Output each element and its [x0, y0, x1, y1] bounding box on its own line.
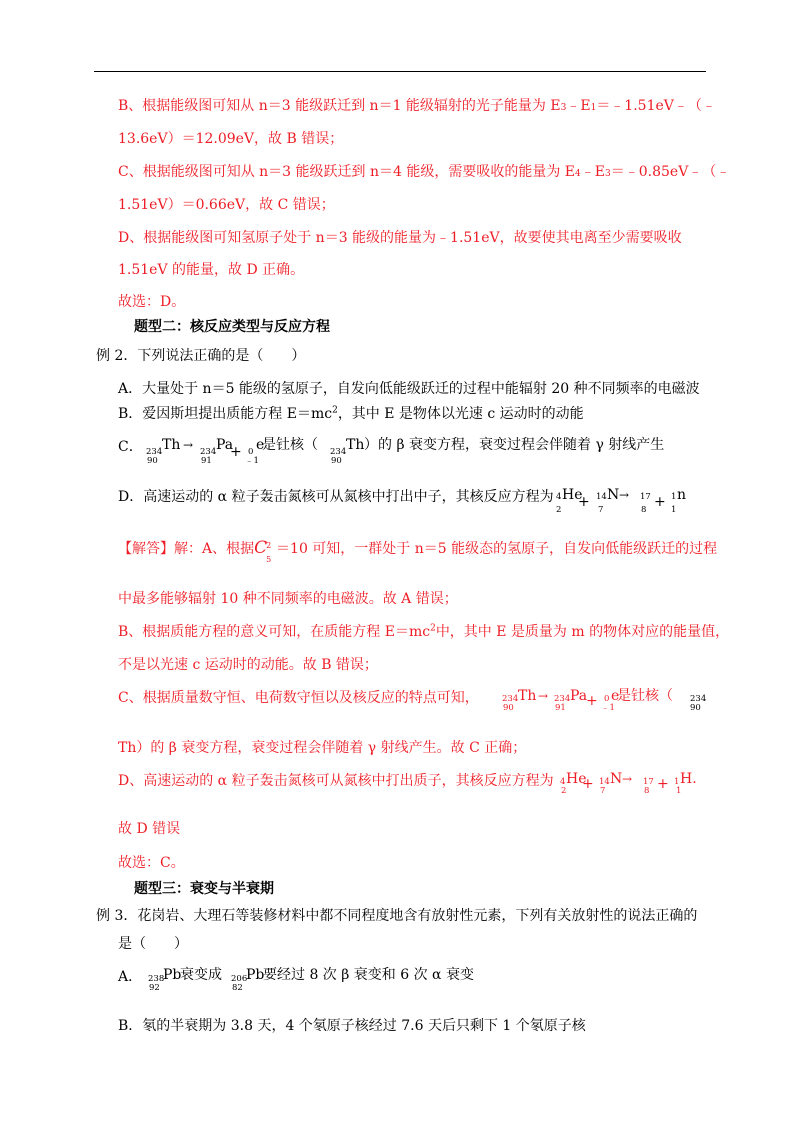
sol2-d-h-mass: 1	[674, 777, 680, 787]
opt-c-e-symbol: e	[256, 437, 265, 453]
sol2-d-o-mass: 17	[643, 777, 654, 787]
sol2-c-e-mass: 0	[604, 694, 610, 704]
sol2-c-th2-z: 90	[690, 703, 701, 713]
sol2-d-he-mass: 4	[560, 777, 566, 787]
example2-question: 例 2．下列说法正确的是（ ）	[96, 348, 306, 364]
solution2-c-line2: Th）的 β 衰变方程，衰变过程会伴随着 γ 射线产生。故 C 正确；	[118, 740, 527, 756]
example2-option-b: B．爱因斯坦提出质能方程 $E=mc^2$，其中 E 是物体以光速 c 运动时的动能	[118, 405, 584, 422]
opt-d-plus2: +	[654, 494, 666, 510]
opt-c-plus: +	[230, 444, 242, 460]
section2-heading: 题型二：核反应类型与反应方程	[134, 319, 330, 335]
sol2-d-plus2: +	[657, 776, 669, 792]
sol2-d-h-z: 1	[676, 786, 682, 796]
sol2-c-arrow: →	[538, 689, 549, 703]
solution2-c-line1: C、根据质量数守恒、电荷数守恒以及核反应的特点可知，	[118, 690, 479, 706]
ex3-mid: 衰变成	[180, 967, 222, 983]
opt-d-n1-symbol: n	[677, 487, 687, 503]
sol2-c-plus: +	[586, 693, 598, 709]
solution1-c-line1: C、根据能级图可知从 n＝3 能级跃迁到 n＝4 能级，需要吸收的能量为 E4﹣E3＝﹣0.85eV﹣（﹣	[118, 164, 731, 180]
sol2-d-plus1: +	[582, 776, 594, 792]
opt-d-n-z: 7	[598, 505, 604, 515]
opt-c-arrow: →	[183, 438, 194, 452]
section3-heading: 题型三：衰变与半衰期	[134, 881, 274, 897]
solution2-a-line1: 【解答】解：A、根据C 2 5 ＝10 可知，一群处于 n＝5 能级态的氢原子，自发向低能级跃迁的过程	[118, 538, 718, 564]
solution2-d-line1: D、高速运动的 α 粒子轰击氮核可从氮核中打出质子，其核反应方程为	[118, 773, 554, 789]
solution2-a-line2: 中最多能够辐射 10 种不同频率的电磁波。故 A 错误；	[118, 591, 458, 607]
ex3-pb-symbol: Pb	[246, 967, 265, 983]
sol2-c-e-symbol: e	[611, 688, 620, 704]
opt-d-n-symbol: N	[607, 487, 620, 503]
ex3-end: 要经过 8 次 β 衰变和 6 次 α 衰变	[263, 967, 474, 983]
example2-option-d: D．高速运动的 α 粒子轰击氮核可从氮核中打出中子，其核反应方程为	[118, 489, 554, 505]
solution2-b-line2: 不是以光速 c 运动时的动能。故 B 错误；	[118, 657, 378, 673]
sol2-c-th-mass: 234	[502, 694, 519, 704]
solution1-c-line2: 1.51eV）＝0.66eV，故 C 错误；	[118, 197, 335, 213]
opt-d-he-z: 2	[556, 505, 562, 515]
sol2-c-e-z: ﹣1	[601, 703, 615, 713]
sol2-c-pa-symbol: Pa	[570, 688, 588, 704]
example2-option-c-label: C．	[118, 439, 143, 455]
solution1-b-line2: 13.6eV）＝12.09eV，故 B 错误；	[118, 131, 344, 147]
sol2-d-he-symbol: He	[566, 771, 587, 787]
solution1-d-line1: D、根据能级图可知氢原子处于 n＝3 能级的能量为﹣1.51eV，故要使其电离至少需要吸收	[118, 230, 682, 246]
sol2-c-th-z: 90	[503, 703, 514, 713]
opt-c-th-symbol: Th	[162, 437, 181, 453]
opt-c-e-mass: 0	[248, 447, 254, 457]
header-rule	[94, 71, 706, 72]
opt-d-o-mass: 17	[640, 492, 651, 502]
sol2-d-arrow: →	[622, 772, 633, 786]
example3-question-line1: 例 3．花岗岩、大理石等装修材料中都不同程度地含有放射性元素，下列有关放射性的说法正确的	[96, 908, 698, 924]
opt-d-o-z: 8	[641, 505, 647, 515]
opt-d-n1-mass: 1	[671, 492, 677, 502]
ex3-u-symbol: Pb	[163, 967, 182, 983]
opt-c-th-z: 90	[147, 456, 158, 466]
sol2-c-pa-mass: 234	[554, 694, 571, 704]
solution2-d-line2: 故 D 错误	[118, 821, 181, 837]
sol2-d-o-z: 8	[644, 786, 650, 796]
solution2-answer: 故选：C。	[118, 855, 185, 871]
opt-c-pa-z: 91	[201, 456, 212, 466]
opt-c-e-z: ﹣1	[245, 456, 259, 466]
ex3-pb-z: 82	[232, 983, 243, 993]
opt-c-pa-mass: 234	[200, 447, 217, 457]
sol2-c-th-symbol: Th	[518, 688, 537, 704]
opt-c-th2-z: 90	[331, 456, 342, 466]
opt-d-plus1: +	[578, 494, 590, 510]
opt-c-text2: ）的 β 衰变方程，衰变过程会伴随着 γ 射线产生	[364, 437, 665, 453]
ex3-u-z: 92	[149, 983, 160, 993]
sol2-c-pa-z: 91	[555, 703, 566, 713]
opt-d-he-symbol: He	[562, 487, 583, 503]
solution1-b-line1: B、根据能级图可知从 n＝3 能级跃迁到 n＝1 能级辐射的光子能量为 E3﹣E1＝﹣1.51eV﹣（﹣	[118, 98, 716, 114]
opt-d-n1-z: 1	[671, 505, 677, 515]
sol2-d-he-z: 2	[561, 786, 567, 796]
sol2-d-n-z: 7	[600, 786, 606, 796]
opt-c-text1: 是钍核（	[262, 437, 318, 453]
sol2-d-n-mass: 14	[599, 777, 610, 787]
sol2-d-h-symbol: H.	[680, 771, 697, 787]
opt-c-th2-symbol: Th	[346, 437, 365, 453]
opt-c-th2-mass: 234	[330, 447, 347, 457]
example3-option-a-label: A．	[118, 969, 143, 985]
example3-option-b: B．氡的半衰期为 3.8 天，4 个氡原子核经过 7.6 天后只剩下 1 个氡原子核	[118, 1018, 586, 1034]
ex3-u-mass: 238	[148, 974, 165, 984]
example2-option-a: A．大量处于 n＝5 能级的氢原子，自发向低能级跃迁的过程中能辐射 20 种不同频率的电磁波	[118, 381, 700, 397]
sol2-c-th2-mass: 234	[690, 694, 707, 704]
solution1-d-line2: 1.51eV 的能量，故 D 正确。	[118, 262, 305, 278]
solution1-answer: 故选：D。	[118, 294, 186, 310]
sol2-c-text1: 是钍核（	[617, 688, 673, 704]
opt-c-pa-symbol: Pa	[216, 437, 234, 453]
opt-d-arrow: →	[619, 488, 630, 502]
ex3-pb-mass: 206	[231, 974, 248, 984]
example3-question-line2: 是（ ）	[118, 936, 188, 952]
combination-c52: C 2 5	[254, 538, 272, 564]
opt-d-n-mass: 14	[596, 492, 607, 502]
opt-d-he-mass: 4	[556, 492, 562, 502]
sol2-d-n-symbol: N	[610, 771, 623, 787]
opt-c-th-mass: 234	[146, 447, 163, 457]
solution2-b-line1: B、根据质能方程的意义可知，在质能方程 $E=mc^2$中，其中 E 是质量为 m 的物体对应的能量值，	[118, 623, 730, 640]
